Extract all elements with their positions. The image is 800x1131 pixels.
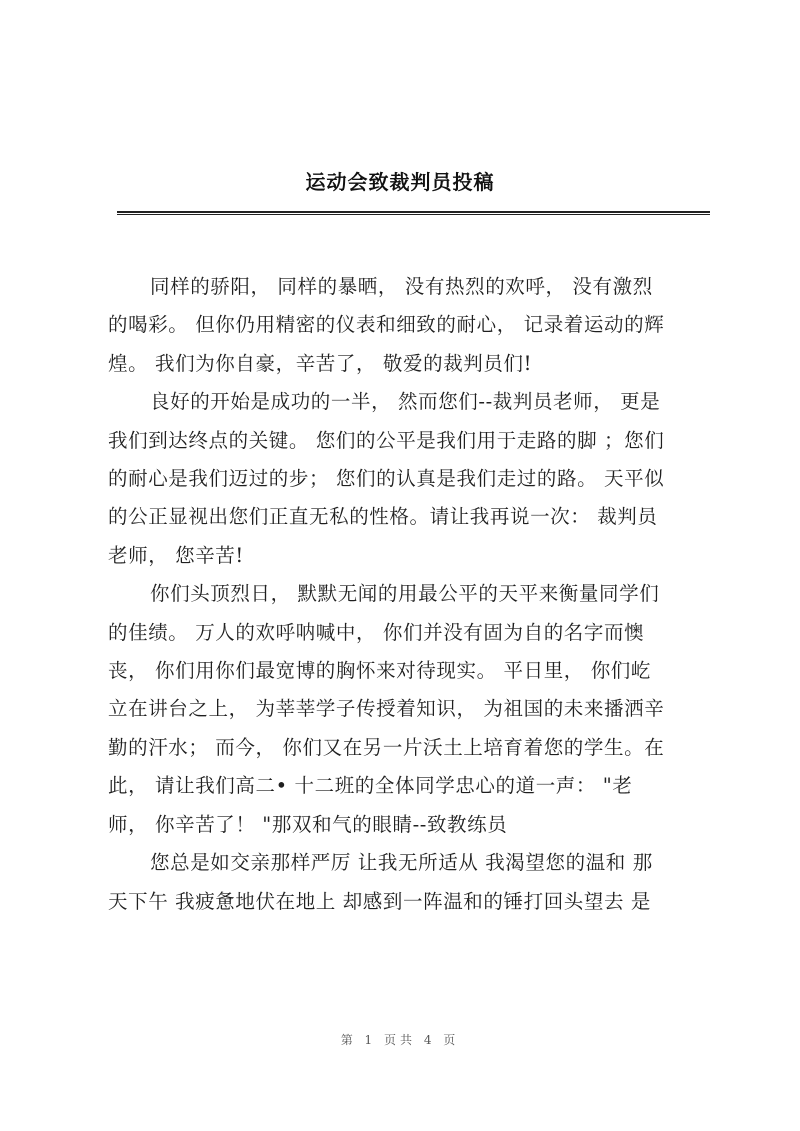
text-line: 我们到达终点的关键。 您们的公平是我们用于走路的脚 ；您们 (108, 428, 665, 452)
text-line: 师， 你辛苦了！ "那双和气的眼睛--致教练员 (108, 812, 508, 836)
paragraph (108, 268, 708, 383)
text-line: 同样的骄阳， 同样的暴晒， 没有热烈的欢呼， 没有激烈 (150, 275, 653, 298)
title-underline (117, 211, 710, 215)
paragraph (108, 844, 708, 921)
paragraph (108, 383, 708, 575)
paragraph (108, 575, 708, 844)
text-line: 您总是如交亲那样严厉 让我无所适从 我渴望您的温和 那 (150, 851, 653, 875)
text-line: 良好的开始是成功的一半， 然而您们--裁判员老师， 更是 (150, 390, 661, 414)
text-line: 此， 请让我们高二• 十二班的全体同学忠心的道一声： "老 (108, 774, 633, 798)
text-line: 勤的汗水； 而今， 你们又在另一片沃土上培育着您的学生。在 (108, 735, 665, 759)
text-line: 的耐心是我们迈过的步； 您们的认真是我们走过的路。 天平似 (108, 467, 665, 491)
text-line: 煌。 我们为你自豪，辛苦了， 敬爱的裁判员们! (108, 351, 533, 375)
page-title: 运动会致裁判员投稿 (305, 170, 495, 194)
text-line: 老师， 您辛苦! (108, 543, 244, 567)
text-line: 的公正显视出您们正直无私的性格。请让我再说一次： 裁判员 (108, 505, 658, 529)
document-body (108, 268, 708, 921)
text-line: 的喝彩。 但你仍用精密的仪表和细致的耐心， 记录着运动的辉 (108, 313, 665, 337)
text-line: 立在讲台之上， 为莘莘学子传授着知识， 为祖国的未来播洒辛 (108, 697, 665, 721)
page-number-footer: 第 1 页共 4 页 (340, 1033, 460, 1047)
text-line: 的佳绩。 万人的欢呼呐喊中， 你们并没有固为自的名字而懊 (108, 620, 645, 644)
text-line: 你们头顶烈日， 默默无闻的用最公平的天平来衡量同学们 (150, 582, 660, 606)
text-line: 天下午 我疲惫地伏在地上 却感到一阵温和的锤打回头望去 是 (108, 889, 651, 913)
text-line: 丧， 你们用你们最宽博的胸怀来对待现实。 平日里， 你们屹 (108, 659, 651, 683)
